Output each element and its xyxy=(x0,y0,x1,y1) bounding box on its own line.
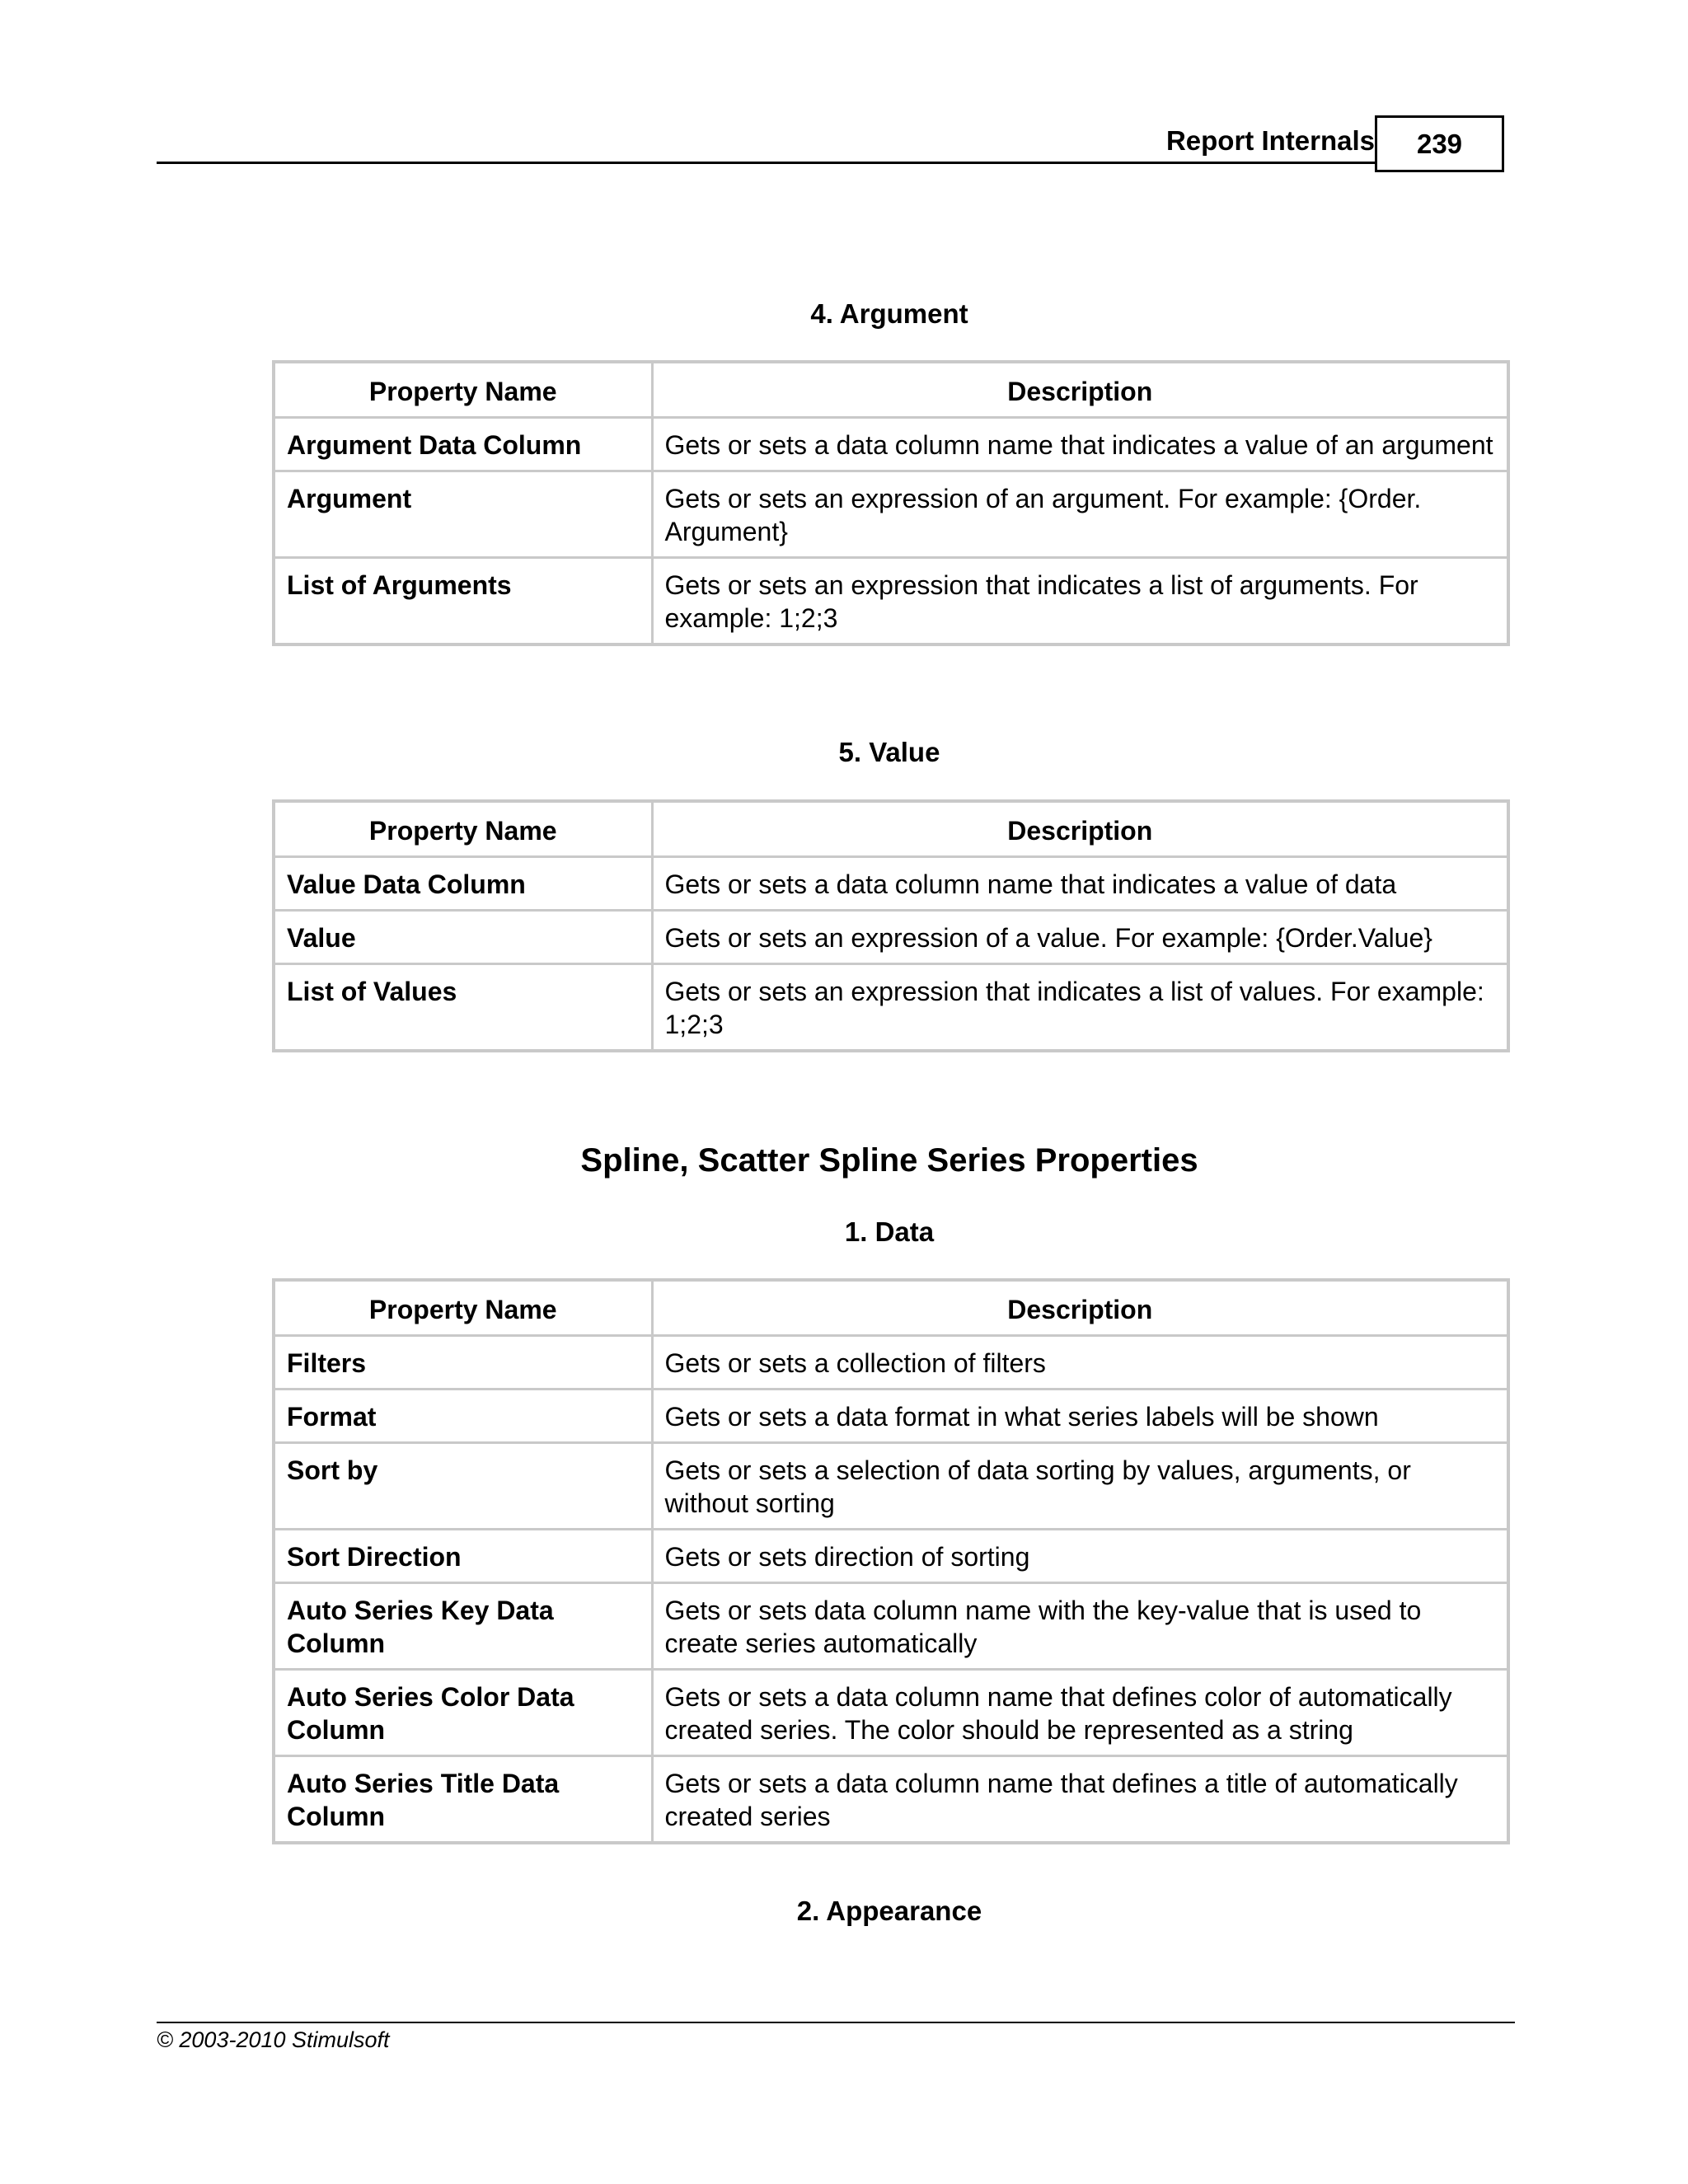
column-header-property-name: Property Name xyxy=(274,801,652,857)
value-properties-table xyxy=(272,799,1510,1052)
table-row xyxy=(274,471,1508,558)
table-row xyxy=(274,1336,1508,1390)
property-description: Gets or sets a selection of data sorting by values, arguments, or without sorting xyxy=(652,1443,1508,1530)
footer-copyright: © 2003-2010 Stimulsoft xyxy=(157,2027,390,2052)
table-header-row xyxy=(274,362,1508,418)
argument-properties-table xyxy=(272,360,1510,646)
column-header-description: Description xyxy=(652,1280,1508,1336)
property-name: Auto Series Key Data Column xyxy=(274,1583,652,1670)
data-properties-table xyxy=(272,1278,1510,1844)
table-row xyxy=(274,1390,1508,1443)
table-row xyxy=(274,1443,1508,1530)
property-name: Auto Series Title Data Column xyxy=(274,1756,652,1844)
property-name: List of Values xyxy=(274,964,652,1052)
property-description: Gets or sets a data column name that defines a title of automatically created series xyxy=(652,1756,1508,1844)
section-title-appearance: 2. Appearance xyxy=(796,1896,982,1926)
section-title-value: 5. Value xyxy=(838,737,940,767)
property-name: Auto Series Color Data Column xyxy=(274,1670,652,1756)
property-name: Value Data Column xyxy=(274,857,652,911)
property-description: Gets or sets a data format in what series labels will be shown xyxy=(652,1390,1508,1443)
table-row xyxy=(274,418,1508,471)
property-name: Argument xyxy=(274,471,652,558)
table-row xyxy=(274,857,1508,911)
chapter-heading: Spline, Scatter Spline Series Properties xyxy=(580,1142,1198,1179)
column-header-property-name: Property Name xyxy=(274,362,652,418)
property-name: Argument Data Column xyxy=(274,418,652,471)
header-rule xyxy=(157,162,1375,164)
table-row xyxy=(274,558,1508,645)
table-row xyxy=(274,964,1508,1052)
property-name: Sort by xyxy=(274,1443,652,1530)
section-title-data: 1. Data xyxy=(844,1216,935,1247)
table-row xyxy=(274,1756,1508,1844)
property-name: Value xyxy=(274,911,652,964)
property-description: Gets or sets a data column name that defines color of automatically created series. The color should be represented as a string xyxy=(652,1670,1508,1756)
column-header-description: Description xyxy=(652,362,1508,418)
property-name: Format xyxy=(274,1390,652,1443)
running-header-title: Report Internals xyxy=(1165,125,1375,156)
property-name: List of Arguments xyxy=(274,558,652,645)
table-row xyxy=(274,1583,1508,1670)
property-name: Sort Direction xyxy=(274,1530,652,1583)
property-description: Gets or sets direction of sorting xyxy=(652,1530,1508,1583)
property-description: Gets or sets a data column name that indicates a value of an argument xyxy=(652,418,1508,471)
page-number: 239 xyxy=(1375,115,1504,172)
table-header-row xyxy=(274,1280,1508,1336)
property-description: Gets or sets an expression of a value. For example: {Order.Value} xyxy=(652,911,1508,964)
property-description: Gets or sets data column name with the key-value that is used to create series automatically xyxy=(652,1583,1508,1670)
footer-rule xyxy=(157,2022,1515,2023)
table-header-row xyxy=(274,801,1508,857)
section-title-argument: 4. Argument xyxy=(810,298,968,329)
property-description: Gets or sets a collection of filters xyxy=(652,1336,1508,1390)
table-row xyxy=(274,1530,1508,1583)
property-description: Gets or sets a data column name that indicates a value of data xyxy=(652,857,1508,911)
property-description: Gets or sets an expression that indicates a list of values. For example: 1;2;3 xyxy=(652,964,1508,1052)
table-row xyxy=(274,1670,1508,1756)
table-row xyxy=(274,911,1508,964)
property-name: Filters xyxy=(274,1336,652,1390)
column-header-property-name: Property Name xyxy=(274,1280,652,1336)
property-description: Gets or sets an expression that indicates a list of arguments. For example: 1;2;3 xyxy=(652,558,1508,645)
property-description: Gets or sets an expression of an argument. For example: {Order. Argument} xyxy=(652,471,1508,558)
column-header-description: Description xyxy=(652,801,1508,857)
